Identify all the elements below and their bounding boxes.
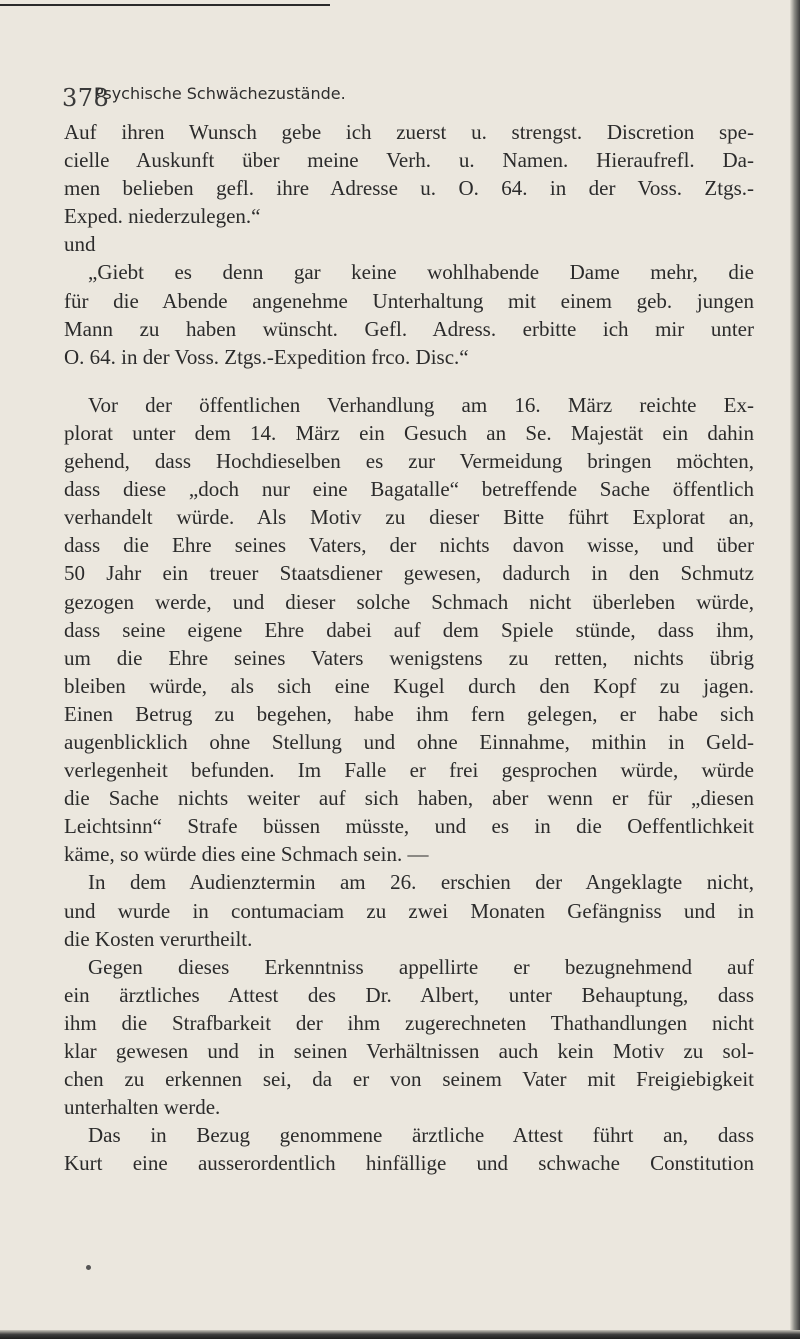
text-line: 50 Jahr ein treuer Staatsdiener gewesen, dadurch in den Schmutz — [64, 561, 754, 586]
text-line: dass die Ehre seines Vaters, der nichts davon wisse, und über — [64, 533, 754, 558]
ink-speck — [86, 1265, 91, 1270]
text-line: Das in Bezug genommene ärztliche Attest führt an, dass — [88, 1123, 754, 1148]
paragraph-gap — [64, 371, 754, 391]
text-line: dass diese „doch nur eine Bagatalle“ betreffende Sache öffentlich — [64, 477, 754, 502]
page-bottom-edge — [0, 1330, 800, 1339]
page-header — [0, 84, 794, 114]
text-line: ein ärztliches Attest des Dr. Albert, unter Behauptung, dass — [64, 982, 754, 1007]
text-line: ihm die Strafbarkeit der ihm zugerechneten Thathandlungen nicht — [64, 1010, 754, 1035]
text-line: Leichtsinn“ Strafe büssen müsste, und es in die Oeffentlichkeit — [64, 814, 754, 839]
text-line: O. 64. in der Voss. Ztgs.-Expedition frco. Disc.“ — [64, 344, 469, 369]
text-line: dass seine eigene Ehre dabei auf dem Spiele stünde, dass ihm, — [64, 617, 754, 642]
text-line: die Sache nichts weiter auf sich haben, aber wenn er für „diesen — [64, 786, 754, 811]
text-line: Vor der öffentlichen Verhandlung am 16. März reichte Ex- — [88, 392, 754, 417]
text-line: unterhalten werde. — [64, 1095, 221, 1120]
text-line: und wurde in contumaciam zu zwei Monaten Gefängniss und in — [64, 898, 754, 923]
text-line: für die Abende angenehme Unterhaltung mit einem geb. jungen — [64, 288, 754, 313]
body-text — [64, 118, 754, 1177]
text-line: In dem Audienztermin am 26. erschien der Angeklagte nicht, — [88, 870, 754, 895]
text-line: verlegenheit befunden. Im Falle er frei gesprochen würde, würde — [64, 758, 754, 783]
text-line: klar gewesen und in seinen Verhältnissen auch kein Motiv zu sol- — [64, 1039, 754, 1063]
text-line: men belieben gefl. ihre Adresse u. O. 64. in der Voss. Ztgs.- — [64, 176, 754, 201]
text-line: augenblicklich ohne Stellung und ohne Einnahme, mithin in Geld- — [64, 729, 754, 754]
running-head: Psychische Schwächezustände. — [94, 84, 346, 103]
text-line: verhandelt würde. Als Motiv zu dieser Bitte führt Explorat an, — [64, 505, 754, 530]
text-line: Exped. niederzulegen.“ — [64, 204, 261, 229]
text-line: die Kosten verurtheilt. — [64, 926, 253, 951]
text-line: um die Ehre seines Vaters wenigstens zu retten, nichts übrig — [64, 645, 754, 670]
text-line: plorat unter dem 14. März ein Gesuch an Se. Majestät ein dahin — [64, 420, 754, 445]
text-line: Mann zu haben wünscht. Gefl. Adress. erbitte ich mir unter — [64, 316, 754, 341]
page-number: 378 — [62, 84, 110, 112]
text-line: gehend, dass Hochdieselben es zur Vermeidung bringen möchten, — [64, 449, 754, 474]
text-line: gezogen werde, und dieser solche Schmach nicht überleben würde, — [64, 589, 754, 614]
text-line: Einen Betrug zu begehen, habe ihm fern gelegen, er habe sich — [64, 701, 754, 726]
text-line: Gegen dieses Erkenntniss appellirte er bezugnehmend auf — [88, 954, 754, 979]
text-line: bleiben würde, als sich eine Kugel durch den Kopf zu jagen. — [64, 673, 754, 698]
page-right-edge — [790, 0, 800, 1339]
text-line: Auf ihren Wunsch gebe ich zuerst u. strengst. Discretion spe- — [64, 120, 754, 144]
text-line: Kurt eine ausserordentlich hinfällige und schwache Constitution — [64, 1151, 754, 1176]
top-rule — [0, 4, 330, 6]
text-line: und — [64, 232, 96, 257]
text-line: „Giebt es denn gar keine wohlhabende Dame mehr, die — [88, 260, 754, 285]
text-line: käme, so würde dies eine Schmach sein. — — [64, 842, 429, 867]
text-line: cielle Auskunft über meine Verh. u. Namen. Hieraufrefl. Da- — [64, 148, 754, 173]
text-line: chen zu erkennen sei, da er von seinem Vater mit Freigiebigkeit — [64, 1067, 754, 1092]
